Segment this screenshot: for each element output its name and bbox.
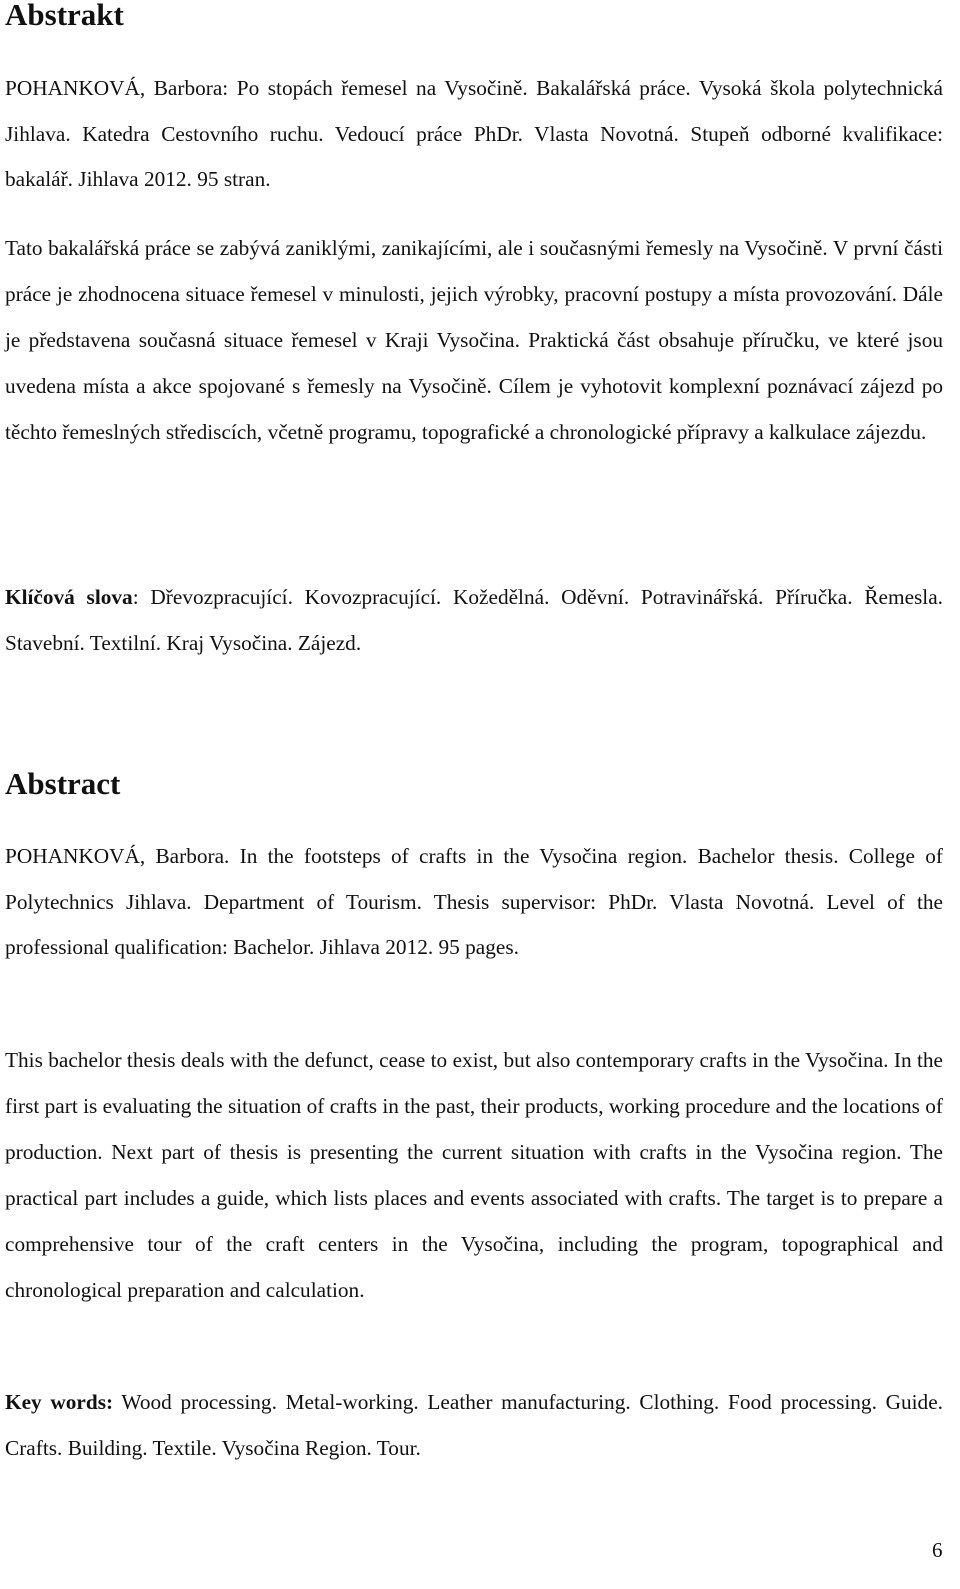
- english-abstract-body: This bachelor thesis deals with the defunct, cease to exist, but also contemporary crafts in the Vysočina. In the first part is evaluating the situation of crafts in the past, their products, working procedure and the locations of production. Next part of thesis is presenting the current situation with crafts in the Vysočina region. The practical part includes a guide, which lists places and events associated with crafts. The target is to prepare a comprehensive tour of the craft centers in the Vysočina, including the program, topographical and chronological preparation and calculation.: [5, 1048, 943, 1302]
- czech-bibliographic-citation: POHANKOVÁ, Barbora: Po stopách řemesel na Vysočině. Bakalářská práce. Vysoká škola polytechnická Jihlava. Katedra Cestovního ruchu. Vedoucí práce PhDr. Vlasta Novotná. Stupeň odborné kvalifikace: bakalář. Jihlava 2012. 95 stran.: [5, 76, 943, 191]
- english-keywords-label: Key words:: [5, 1390, 114, 1414]
- page-number: 6: [932, 1538, 943, 1562]
- english-bibliographic-citation: POHANKOVÁ, Barbora. In the footsteps of crafts in the Vysočina region. Bachelor thesis. College of Polytechnics Jihlava. Department of Tourism. Thesis supervisor: PhDr. Vlasta Novotná. Level of the professional qualification: Bachelor. Jihlava 2012. 95 pages.: [5, 844, 943, 959]
- english-keywords: [5, 1380, 943, 1471]
- english-abstract-heading: Abstract: [5, 766, 121, 801]
- czech-keywords-text: Dřevozpracující. Kovozpracující. Kožedělná. Oděvní. Potravinářská. Příručka. Řemesla. Stavební. Textilní. Kraj Vysočina. Zájezd.: [5, 585, 943, 655]
- czech-keywords-separator: :: [132, 585, 151, 609]
- czech-abstract-body: Tato bakalářská práce se zabývá zaniklými, zanikajícími, ale i současnými řemesly na Vysočině. V první části práce je zhodnocena situace řemesel v minulosti, jejich výrobky, pracovní postupy a místa provozování. Dále je představena současná situace řemesel v Kraji Vysočina. Praktická část obsahuje příručku, ve které jsou uvedena místa a akce spojované s řemesly na Vysočině. Cílem je vyhotovit komplexní poznávací zájezd po těchto řemeslných střediscích, včetně programu, topografické a chronologické přípravy a kalkulace zájezdu.: [5, 236, 943, 444]
- czech-keywords: [5, 575, 943, 666]
- english-keywords-text: Wood processing. Metal-working. Leather manufacturing. Clothing. Food processing. Guide. Crafts. Building. Textile. Vysočina Region. Tour.: [5, 1390, 943, 1460]
- czech-abstract-heading: Abstrakt: [5, 0, 124, 32]
- czech-keywords-label: Klíčová slova: [5, 585, 133, 609]
